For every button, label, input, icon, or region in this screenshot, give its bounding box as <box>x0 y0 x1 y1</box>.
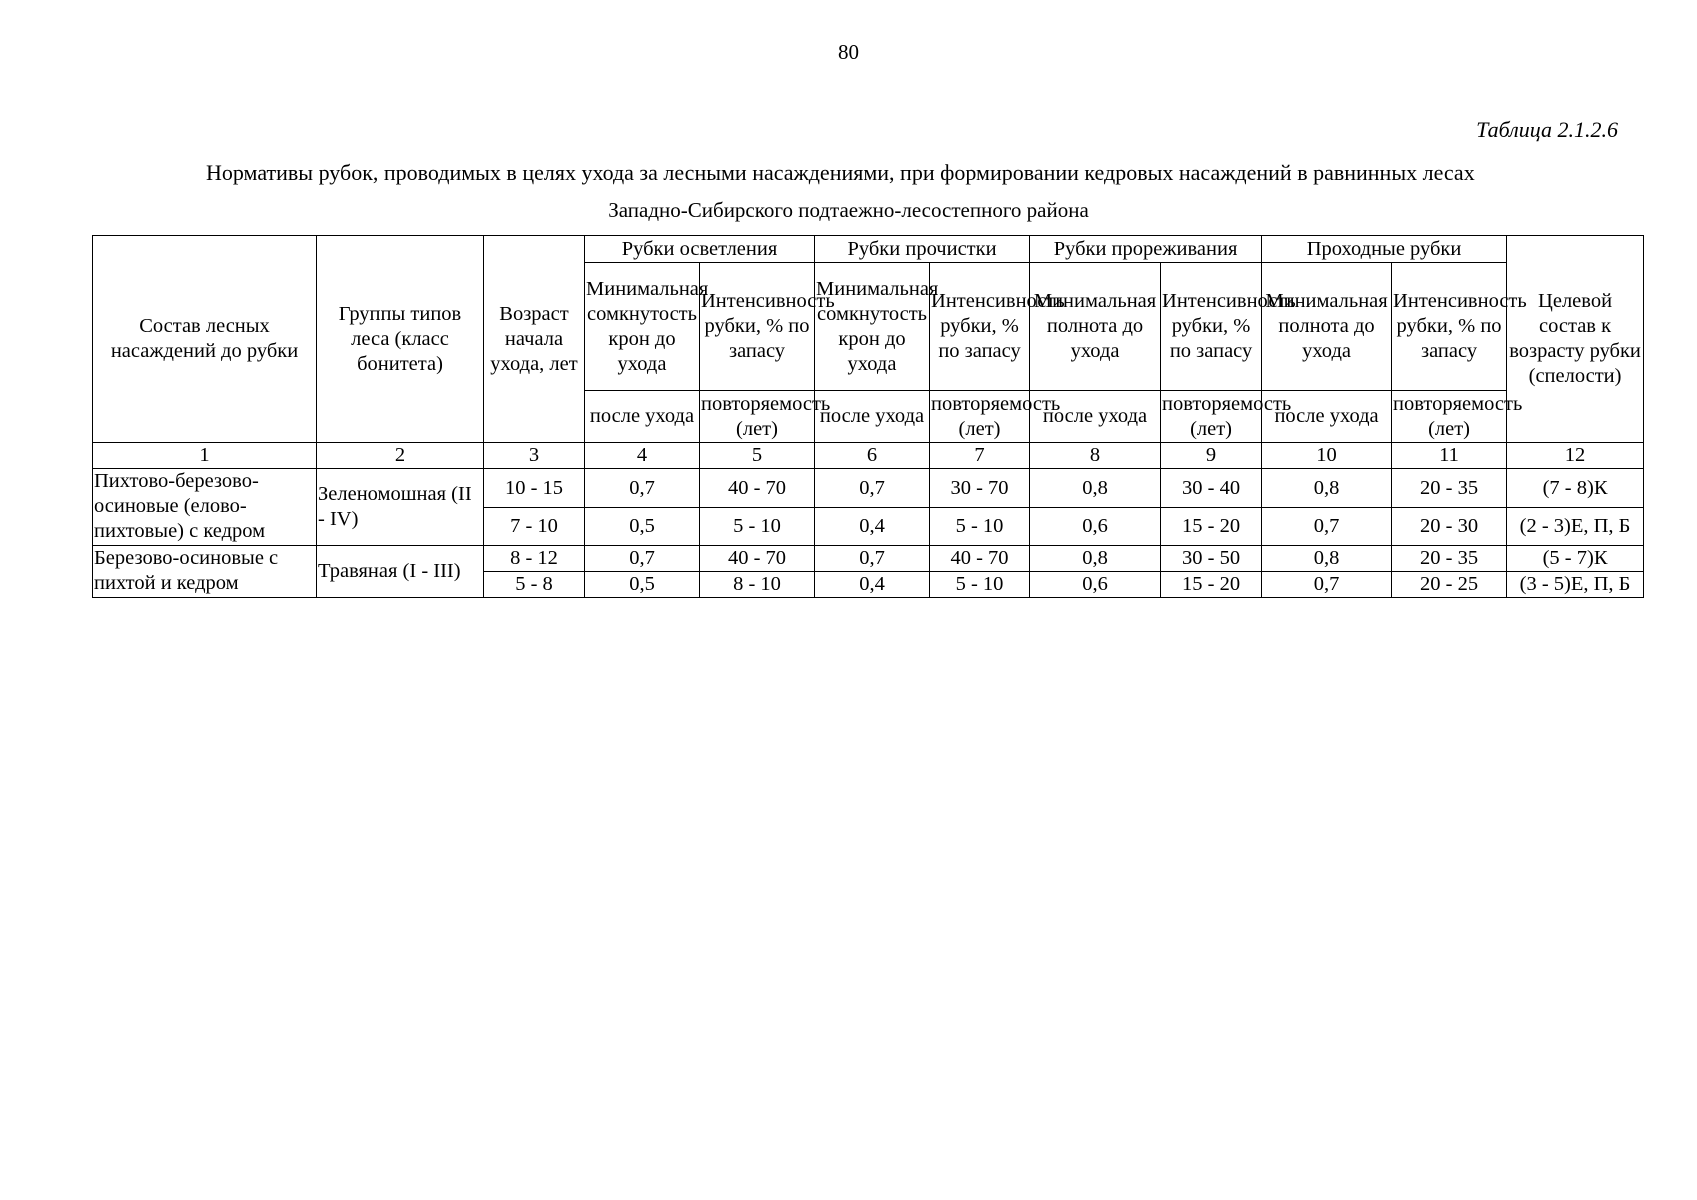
header-forest-group: Группы типов леса (класс бонитета) <box>317 236 484 443</box>
table-cell: 5 - 10 <box>930 508 1030 546</box>
header-intensity: Интенсивность рубки, % по запасу <box>1392 263 1507 391</box>
table-cell: 0,7 <box>585 546 700 572</box>
table-cell: 0,8 <box>1262 469 1392 508</box>
table-cell: 30 - 70 <box>930 469 1030 508</box>
column-number: 1 <box>93 443 317 469</box>
table-row <box>93 546 1644 572</box>
column-number: 5 <box>700 443 815 469</box>
column-number: 4 <box>585 443 700 469</box>
header-repeat: повторяемость (лет) <box>1392 391 1507 443</box>
table-cell: 10 - 15 <box>484 469 585 508</box>
table-cell: 0,4 <box>815 572 930 598</box>
table-cell: 40 - 70 <box>930 546 1030 572</box>
header-repeat: повторяемость (лет) <box>930 391 1030 443</box>
header-after-care: после ухода <box>1262 391 1392 443</box>
table-row <box>93 469 1644 508</box>
column-numbers-row <box>93 443 1644 469</box>
header-after-care: после ухода <box>1030 391 1161 443</box>
forest-group-cell: Травяная (I - III) <box>317 546 484 598</box>
header-intensity: Интенсивность рубки, % по запасу <box>700 263 815 391</box>
table-cell: 0,7 <box>1262 572 1392 598</box>
header-group-cleaning: Рубки прочистки <box>815 236 1030 263</box>
header-min-density: Минимальная полнота до ухода <box>1030 263 1161 391</box>
table-cell: 5 - 10 <box>700 508 815 546</box>
header-min-closure: Минимальная сомкнутость крон до ухода <box>815 263 930 391</box>
table-cell: 0,7 <box>815 469 930 508</box>
header-min-closure: Минимальная сомкнутость крон до ухода <box>585 263 700 391</box>
table-cell: 8 - 12 <box>484 546 585 572</box>
composition-cell: Березово-осиновые с пихтой и кедром <box>93 546 317 598</box>
table-cell: 20 - 25 <box>1392 572 1507 598</box>
table-cell: 7 - 10 <box>484 508 585 546</box>
column-number: 12 <box>1507 443 1644 469</box>
table-cell: 15 - 20 <box>1161 572 1262 598</box>
header-min-density: Минимальная полнота до ухода <box>1262 263 1392 391</box>
header-after-care: после ухода <box>585 391 700 443</box>
table-cell: 40 - 70 <box>700 469 815 508</box>
header-repeat: повторяемость (лет) <box>1161 391 1262 443</box>
column-number: 2 <box>317 443 484 469</box>
table-cell: 20 - 30 <box>1392 508 1507 546</box>
table-cell: 30 - 40 <box>1161 469 1262 508</box>
header-target: Целевой состав к возрасту рубки (спелости) <box>1507 236 1644 443</box>
table-label: Таблица 2.1.2.6 <box>1476 117 1618 142</box>
column-number: 8 <box>1030 443 1161 469</box>
table-cell: 0,8 <box>1262 546 1392 572</box>
table-cell: 20 - 35 <box>1392 546 1507 572</box>
header-after-care: после ухода <box>815 391 930 443</box>
table-cell: 0,6 <box>1030 508 1161 546</box>
header-group-clearing: Рубки осветления <box>585 236 815 263</box>
table-cell: 5 - 10 <box>930 572 1030 598</box>
table-cell: 0,6 <box>1030 572 1161 598</box>
column-number: 7 <box>930 443 1030 469</box>
table-cell: 0,5 <box>585 508 700 546</box>
composition-cell: Пихтово-березово-осиновые (елово-пихтовые) с кедром <box>93 469 317 546</box>
header-repeat: повторяемость (лет) <box>700 391 815 443</box>
table-cell: 0,7 <box>1262 508 1392 546</box>
table-cell: (5 - 7)К <box>1507 546 1644 572</box>
forest-group-cell: Зеленомошная (II - IV) <box>317 469 484 546</box>
table-cell: 0,8 <box>1030 546 1161 572</box>
table-cell: 0,4 <box>815 508 930 546</box>
table-cell: 0,5 <box>585 572 700 598</box>
header-group-passing: Проходные рубки <box>1262 236 1507 263</box>
header-intensity: Интенсивность рубки, % по запасу <box>930 263 1030 391</box>
table-cell: (3 - 5)Е, П, Б <box>1507 572 1644 598</box>
column-number: 6 <box>815 443 930 469</box>
column-number: 3 <box>484 443 585 469</box>
table-cell: (7 - 8)К <box>1507 469 1644 508</box>
table-cell: 30 - 50 <box>1161 546 1262 572</box>
column-number: 11 <box>1392 443 1507 469</box>
header-intensity: Интенсивность рубки, % по запасу <box>1161 263 1262 391</box>
column-number: 10 <box>1262 443 1392 469</box>
table-cell: (2 - 3)Е, П, Б <box>1507 508 1644 546</box>
header-start-age: Возраст начала ухода, лет <box>484 236 585 443</box>
column-number: 9 <box>1161 443 1262 469</box>
norms-table <box>92 235 1644 598</box>
page-number: 80 <box>838 40 859 64</box>
table-cell: 0,8 <box>1030 469 1161 508</box>
table-cell: 8 - 10 <box>700 572 815 598</box>
table-cell: 40 - 70 <box>700 546 815 572</box>
table-cell: 0,7 <box>585 469 700 508</box>
header-composition: Состав лесных насаждений до рубки <box>93 236 317 443</box>
header-group-thinning: Рубки прореживания <box>1030 236 1262 263</box>
table-subtitle: Западно-Сибирского подтаежно-лесостепного района <box>608 198 1089 222</box>
table-cell: 15 - 20 <box>1161 508 1262 546</box>
table-cell: 0,7 <box>815 546 930 572</box>
table-cell: 20 - 35 <box>1392 469 1507 508</box>
table-cell: 5 - 8 <box>484 572 585 598</box>
header-row-groups <box>93 236 1644 263</box>
table-title: Нормативы рубок, проводимых в целях ухода за лесными насаждениями, при формировании кедровых насаждений в равнинных лесах <box>206 160 1475 185</box>
